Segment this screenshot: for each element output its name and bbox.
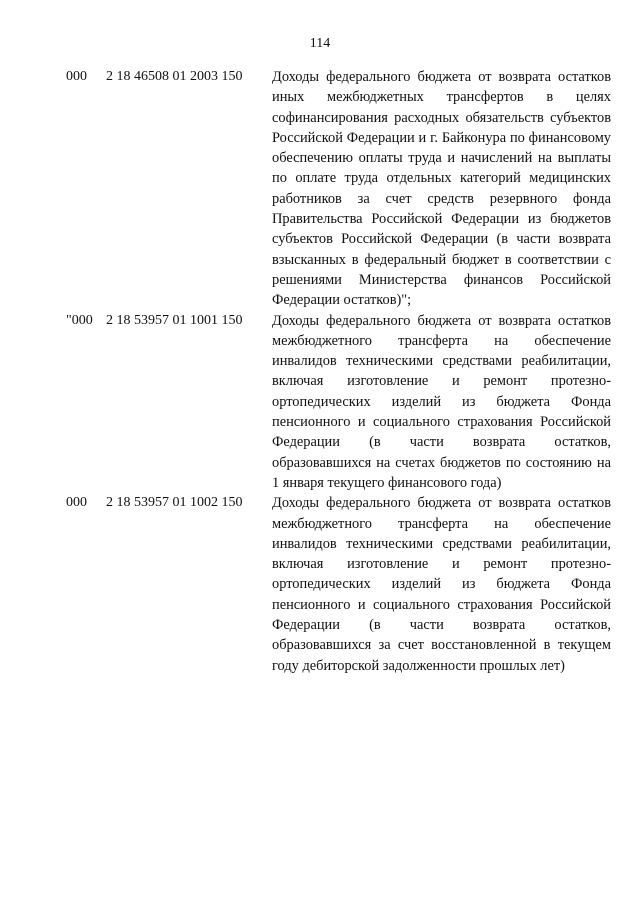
classification-code: 2 18 53957 01 1002 150 (106, 495, 243, 511)
admin-code: 000 (66, 495, 87, 511)
table-row (66, 493, 611, 676)
page-number: 114 (309, 36, 331, 51)
income-description: Доходы федерального бюджета от возврата остатков иных межбюджетных трансфертов в целях софинансирования расходных обязательств субъектов Российской Федерации и г. Байконура по финансовому обеспечению оплаты труда и начислений на выплаты по оплате труда отдельных категорий медицинских работников за счет средств резервного фонда Правительства Российской Федерации из бюджетов субъектов Российской Федерации (в части возврата взысканных в федеральный бюджет в соответствии с решениями Министерства финансов Российской Федерации остатков)"; (272, 69, 611, 309)
admin-code: 000 (66, 69, 87, 84)
classification-code: 2 18 53957 01 1001 150 (106, 312, 243, 328)
classification-code: 2 18 46508 01 2003 150 (106, 69, 243, 84)
income-codes-table (66, 67, 611, 676)
income-description: Доходы федерального бюджета от возврата остатков межбюджетного трансферта на обеспечение инвалидов техническими средствами реабилитации, включая изготовление и ремонт протезно-ортопедических изделий из бюджета Фонда пенсионного и социального страхования Российской Федерации (в части возврата остатков, образовавшихся за счет восстановленной в текущем году дебиторской задолженности прошлых лет) (272, 495, 611, 674)
table-row (66, 67, 611, 311)
income-description: Доходы федерального бюджета от возврата остатков межбюджетного трансферта на обеспечение инвалидов техническими средствами реабилитации, включая изготовление и ремонт протезно-ортопедических изделий из бюджета Фонда пенсионного и социального страхования Российской Федерации (в части возврата остатков, образовавшихся на счетах бюджетов по состоянию на 1 января текущего финансового года) (272, 312, 611, 491)
admin-code: "000 (66, 312, 93, 328)
table-row (66, 311, 611, 494)
